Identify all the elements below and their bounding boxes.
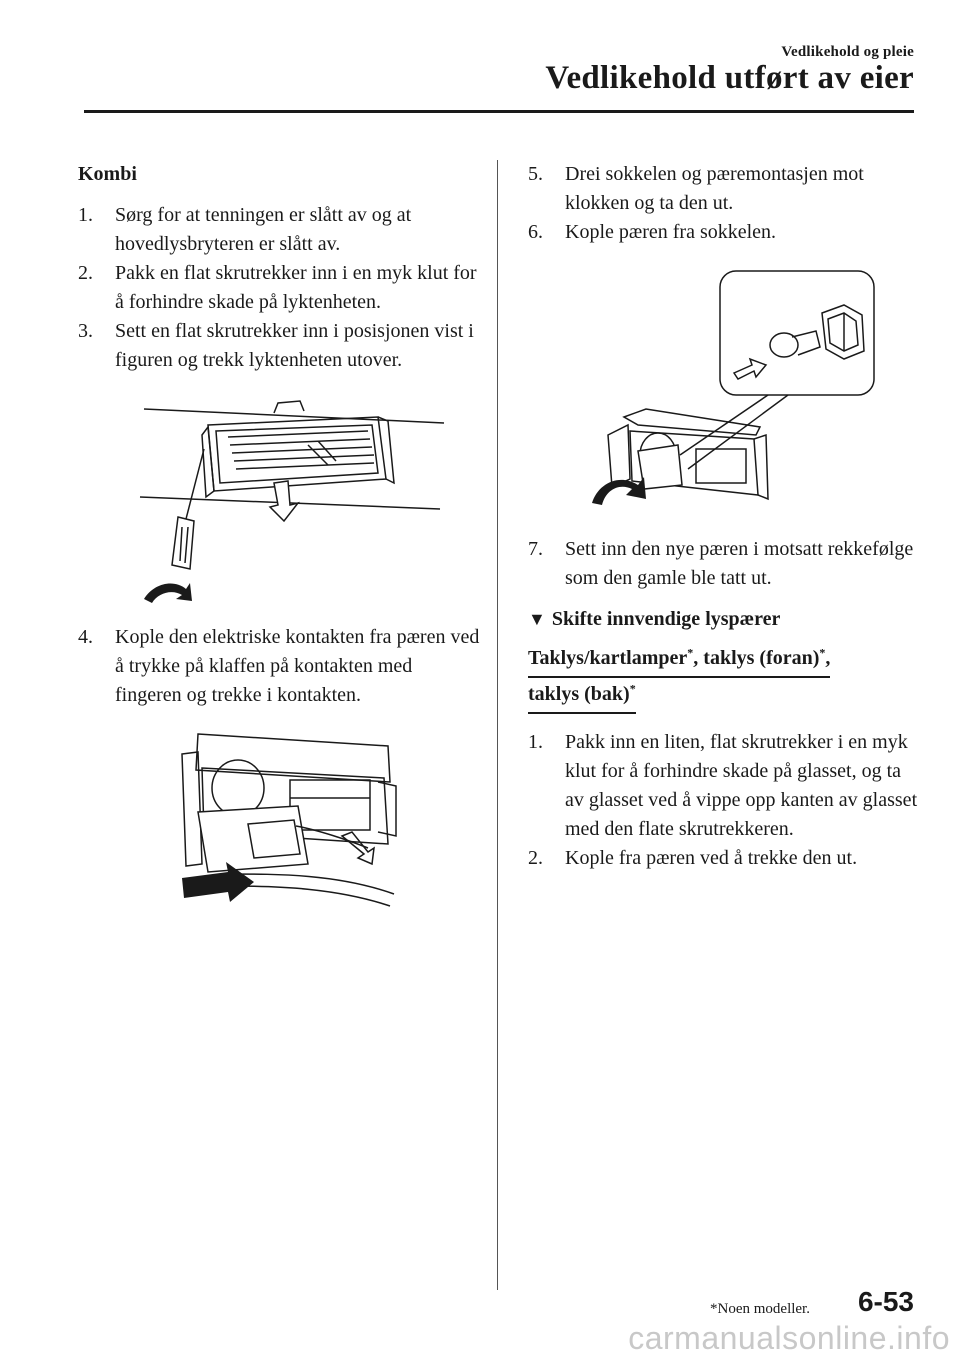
step-item: 1. Sørg for at tenningen er slått av og at hovedlysbryteren er slått av. — [78, 204, 412, 255]
footnote: *Noen modeller. — [710, 1301, 810, 1317]
watermark: carmanualsonline.info — [628, 1320, 950, 1356]
step-item: 3. Sett en flat skrutrekker inn i posisjonen vist i figuren og trekk lyktenheten utover. — [78, 320, 474, 371]
triangle-down-icon: ▼ — [528, 609, 546, 629]
right-column — [528, 160, 918, 873]
socket-twist-illustration — [528, 259, 918, 521]
section-heading: ▼ Skifte innvendige lyspærer — [528, 605, 918, 634]
page-title: Vedlikehold utført av eier — [545, 60, 914, 96]
subsection-heading: Taklys/kartlamper*, taklys (foran)*, taklys (bak)* — [528, 642, 918, 714]
left-column — [78, 160, 480, 944]
step-item: 6. Kople pæren fra sokkelen. — [528, 221, 777, 243]
page-number: 6-53 — [857, 1286, 914, 1317]
step-item: 4. Kople den elektriske kontakten fra pæren ved å trykke på klaffen på kontakten med fingeren og trekke i kontakten. — [78, 626, 480, 706]
step-item: 5. Drei sokkelen og pæremontasjen mot klokken og ta den ut. — [528, 163, 864, 214]
chapter-title: Vedlikehold og pleie — [781, 44, 914, 60]
step-item: 2. Pakk en flat skrutrekker inn i en myk klut for å forhindre skade på lyktenheten. — [78, 262, 477, 313]
step-item: 1. Pakk inn en liten, flat skrutrekker i en myk klut for å forhindre skade på glasset, og ta av glasset ved å vippe opp kanten av glasset med den flate skrutrekkeren. — [528, 731, 918, 840]
lamp-removal-illustration — [78, 387, 480, 619]
connector-release-illustration — [78, 724, 480, 944]
step-item: 7. Sett inn den nye pæren i motsatt rekkefølge som den gamle ble tatt ut. — [528, 538, 914, 589]
column-divider — [497, 160, 498, 1290]
subheading-kombi: Kombi — [78, 163, 137, 185]
header-rule — [84, 110, 914, 113]
step-item: 2. Kople fra pæren ved å trekke den ut. — [528, 847, 858, 869]
